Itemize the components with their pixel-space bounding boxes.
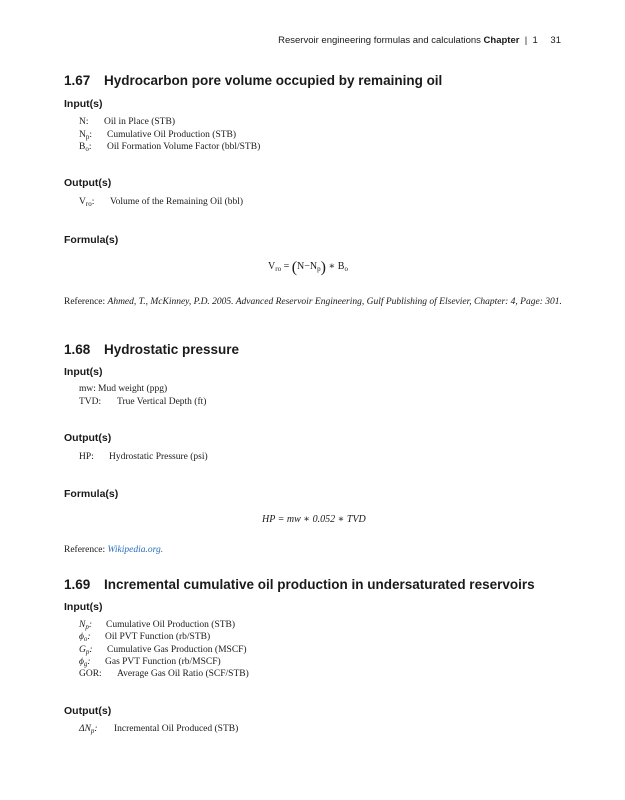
formula: HP = mw ∗ 0.052 ∗ TVD [262,514,366,525]
input-description: Cumulative Oil Production (STB) [107,130,237,140]
output-symbol: $V_{ro}$: [79,197,95,208]
section-title [64,73,442,88]
input-symbol: $\phi_g$: [79,657,91,668]
output-description: Hydrostatic Pressure (psi) [109,452,208,462]
formula: $V_{ro} = (N-N_p)$ ∗ $B_o$ [268,259,348,276]
input-description: Oil Formation Volume Factor (bbl/STB) [107,142,261,152]
running-header [278,35,561,46]
input-description: Oil PVT Function (rb/STB) [105,632,211,642]
output-symbol: $\Delta N_p$: [79,724,98,735]
input-symbol: $G_p$: [79,645,93,656]
outputs-heading: Output(s) [64,177,112,189]
output-row [79,451,208,464]
section-heading: Hydrostatic pressure [104,342,240,357]
input-row [79,141,260,154]
input-row [79,383,167,396]
section-title [64,342,239,357]
input-symbol: mw: [79,384,96,394]
section-number: 1.69 [64,577,91,592]
input-description: Cumulative Gas Production (MSCF) [107,645,247,655]
outputs-heading: Output(s) [64,432,112,444]
input-description: Cumulative Oil Production (STB) [106,620,236,630]
input-symbol: $N_p$: [79,130,93,141]
input-symbol: $B_o$: [79,142,92,153]
input-description: Average Gas Oil Ratio (SCF/STB) [117,669,249,679]
reference-label: Reference: [64,545,106,555]
chapter-number: 1 [532,35,538,46]
inputs-heading: Input(s) [64,601,103,613]
input-description: Oil in Place (STB) [104,117,175,127]
input-symbol: TVD: [79,397,102,407]
reference [64,296,564,309]
inputs-heading: Input(s) [64,98,103,110]
formulas-heading: Formula(s) [64,234,119,246]
reference [64,544,564,557]
page-number: 31 [550,35,561,46]
output-row [79,196,243,209]
input-description: True Vertical Depth (ft) [117,397,207,407]
input-row [79,116,175,129]
output-description: Incremental Oil Produced (STB) [114,724,239,734]
input-symbol: GOR: [79,669,102,679]
section-heading: Incremental cumulative oil production in undersaturated reservoirs [104,577,535,592]
input-row [79,631,210,644]
running-title: Reservoir engineering formulas and calculations [278,35,481,46]
reference-citation: Ahmed, T., McKinney, P.D. 2005. Advanced Reservoir Engineering, Gulf Publishing of Elsevier, Chapter: 4, Page: 301. [107,297,562,307]
output-description: Volume of the Remaining Oil (bbl) [110,197,244,207]
chapter-label: Chapter [483,35,520,46]
input-row [79,668,249,681]
outputs-heading: Output(s) [64,705,112,717]
input-symbol: N: [79,117,89,127]
input-description: Gas PVT Function (rb/MSCF) [105,657,221,667]
section-number: 1.68 [64,342,91,357]
header-separator: | [522,35,530,46]
section-number: 1.67 [64,73,91,88]
input-row [79,396,206,409]
input-symbol: $\phi_o$: [79,632,91,643]
formulas-heading: Formula(s) [64,488,119,500]
output-symbol: HP: [79,452,94,462]
section-title [64,577,535,592]
output-row [79,723,238,736]
reference-label: Reference: [64,297,106,307]
section-heading: Hydrocarbon pore volume occupied by remaining oil [104,73,443,88]
input-symbol: $N_p$: [79,620,93,631]
reference-link[interactable]: Wikipedia.org. [107,545,164,555]
inputs-heading: Input(s) [64,366,103,378]
input-description: Mud weight (ppg) [98,384,168,394]
